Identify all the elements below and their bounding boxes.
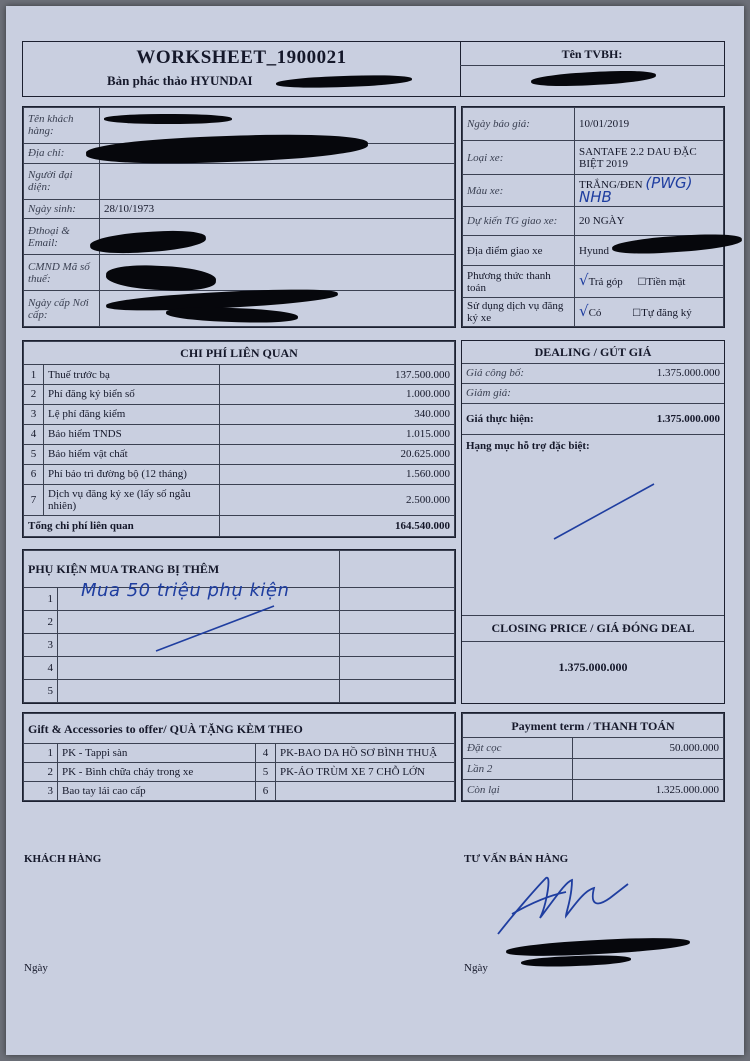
cash-checkbox: ☐	[637, 277, 647, 288]
self-register-checkbox: ☐	[632, 307, 642, 319]
closing-price-label: CLOSING PRICE / GIÁ ĐÓNG DEAL	[462, 616, 724, 642]
car-type-value: SANTAFE 2.2 DAU ĐẶC BIỆT 2019	[575, 141, 724, 175]
accessories-handwritten-note: Mua 50 triệu phụ kiện	[81, 580, 290, 601]
cost-row-number: 1	[24, 365, 44, 385]
payment-method-label: Phương thức thanh toán	[463, 266, 575, 298]
cost-row-value: 20.625.000	[220, 444, 455, 464]
deposit-value: 50.000.000	[573, 738, 724, 759]
gift-item-left: Bao tay lái cao cấp	[58, 782, 256, 801]
phone-email-label: Đthoại & Email:	[24, 219, 100, 255]
cost-row-value: 1.560.000	[220, 464, 455, 484]
delivery-place-value: Hyund	[575, 236, 724, 266]
cost-row-number: 3	[24, 404, 44, 424]
address-label: Địa chỉ:	[24, 143, 100, 163]
second-payment-label: Lần 2	[463, 759, 573, 780]
gift-item-left: PK - Bình chữa cháy trong xe	[58, 763, 256, 782]
gift-number-right: 5	[256, 763, 276, 782]
accessory-row-number: 5	[24, 679, 58, 702]
advisor-date-label: Ngày	[464, 962, 488, 974]
cash-option: Tiền mặt	[646, 276, 686, 288]
discount-label: Giảm giá:	[466, 387, 511, 399]
customer-signature-label: KHÁCH HÀNG	[24, 853, 102, 865]
car-color-handwritten: (PWG) NHB	[579, 173, 693, 206]
cost-row-name: Bảo hiểm vật chất	[44, 444, 220, 464]
id-issue-label: Ngày cấp Nơi cấp:	[24, 291, 100, 327]
cost-row-value: 137.500.000	[220, 365, 455, 385]
costs-total-label: Tổng chi phí liên quan	[24, 516, 220, 537]
accessories-strike-line	[156, 606, 274, 651]
customer-date-label: Ngày	[24, 962, 48, 974]
cost-row-value: 1.000.000	[220, 384, 455, 404]
cost-row-value: 2.500.000	[220, 484, 455, 516]
quote-date-label: Ngày báo giá:	[463, 108, 575, 141]
gift-number-left: 1	[24, 744, 58, 763]
worksheet-paper	[6, 6, 744, 1055]
cost-row-name: Bảo hiểm TNDS	[44, 424, 220, 444]
accessory-row-number: 4	[24, 656, 58, 679]
remaining-value: 1.325.000.000	[573, 780, 724, 801]
cost-row-name: Thuế trước bạ	[44, 365, 220, 385]
self-register-option: Tự đăng ký	[641, 306, 692, 319]
payment-title: Payment term / THANH TOÁN	[463, 714, 724, 738]
accessory-row-number: 1	[24, 587, 58, 610]
dob-value: 28/10/1973	[100, 199, 455, 219]
registration-yes-option: Có	[588, 306, 602, 319]
delivery-time-value: 20 NGÀY	[575, 207, 724, 236]
cost-row-number: 7	[24, 484, 44, 516]
remaining-label: Còn lại	[463, 780, 573, 801]
announced-price-value: 1.375.000.000	[656, 367, 720, 379]
id-tax-label: CMND Mã số thuế:	[24, 255, 100, 291]
delivery-time-label: Dự kiến TG giao xe:	[463, 207, 575, 236]
car-color-label: Màu xe:	[463, 175, 575, 207]
gift-number-left: 3	[24, 782, 58, 801]
car-type-label: Loại xe:	[463, 141, 575, 175]
pen-strokes-overlay	[6, 6, 744, 1055]
closing-price-value: 1.375.000.000	[558, 660, 628, 674]
costs-title: CHI PHÍ LIÊN QUAN	[24, 342, 455, 365]
cost-row-number: 6	[24, 464, 44, 484]
gift-number-left: 2	[24, 763, 58, 782]
cost-row-name: Phí đăng ký biển số	[44, 384, 220, 404]
dob-label: Ngày sinh:	[24, 199, 100, 219]
costs-total-value: 164.540.000	[220, 516, 455, 537]
special-support-strike-line	[554, 484, 654, 539]
registration-check-mark: √	[579, 301, 589, 320]
gift-number-right: 4	[256, 744, 276, 763]
registration-service-label: Sử dụng dịch vụ đăng ký xe	[463, 298, 575, 327]
cost-row-number: 2	[24, 384, 44, 404]
gift-number-right: 6	[256, 782, 276, 801]
cost-row-value: 1.015.000	[220, 424, 455, 444]
special-support-label: Hạng mục hỗ trợ đặc biệt:	[466, 440, 590, 452]
accessory-row-number: 3	[24, 633, 58, 656]
cost-row-value: 340.000	[220, 404, 455, 424]
deposit-label: Đặt cọc	[463, 738, 573, 759]
actual-price-value: 1.375.000.000	[656, 413, 720, 425]
announced-price-label: Giá công bố:	[466, 367, 525, 379]
installment-option: Trả góp	[588, 276, 623, 288]
dealing-title: DEALING / GÚT GIÁ	[462, 341, 724, 364]
customer-name-label: Tên khách hàng:	[24, 108, 100, 144]
actual-price-label: Giá thực hiện:	[466, 413, 534, 425]
advisor-signature-label: TƯ VẤN BÁN HÀNG	[464, 853, 569, 865]
quote-date-value: 10/01/2019	[575, 108, 724, 141]
gift-item-right: PK-BAO DA HỒ SƠ BÌNH THUẬ	[276, 744, 455, 763]
advisor-name-label: Tên TVBH:	[561, 47, 623, 61]
worksheet-subtitle: Bản phác thảo HYUNDAI	[107, 73, 253, 88]
accessories-title: PHỤ KIỆN MUA TRANG BỊ THÊM	[24, 551, 340, 588]
cost-row-number: 5	[24, 444, 44, 464]
gift-item-right: PK-ÁO TRÙM XE 7 CHỖ LỚN	[276, 763, 455, 782]
cost-row-number: 4	[24, 424, 44, 444]
installment-check-mark: √	[579, 271, 589, 289]
gifts-title: Gift & Accessories to offer/ QUÀ TẶNG KÈM THEO	[24, 714, 455, 744]
representative-label: Người đại diện:	[24, 163, 100, 199]
accessory-row-number: 2	[24, 610, 58, 633]
cost-row-name: Phí bảo trì đường bộ (12 tháng)	[44, 464, 220, 484]
cost-row-name: Lệ phí đăng kiểm	[44, 404, 220, 424]
cost-row-name: Dịch vụ đăng ký xe (lấy số ngẫu nhiên)	[44, 484, 220, 516]
delivery-place-label: Địa điểm giao xe	[463, 236, 575, 266]
advisor-signature	[498, 878, 628, 934]
car-color-value: TRẮNG/ĐEN	[579, 178, 643, 191]
worksheet-title: WORKSHEET_1900021	[136, 47, 347, 68]
gift-item-left: PK - Tappi sàn	[58, 744, 256, 763]
